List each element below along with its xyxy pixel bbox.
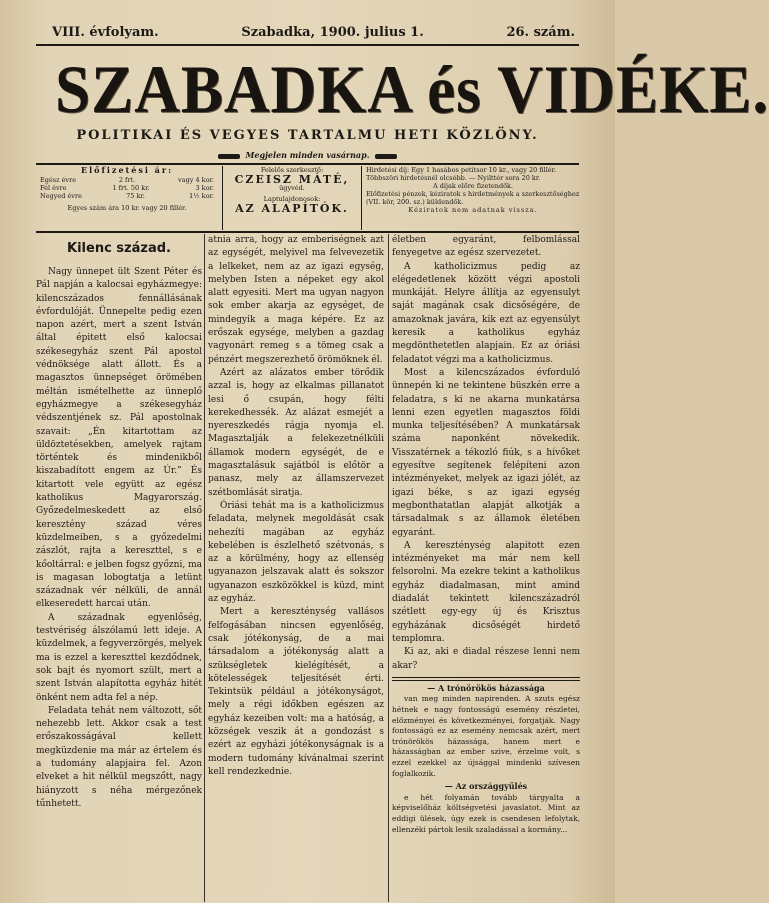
paragraph: Ki az, aki e diadal részese lenni nem akar? [392,647,580,671]
subscription-box [36,166,218,230]
paragraph: Azért az alázatos ember törődik azzal is, hogy az elkalmas pillanatot lesi ő csupán, hogy félti kerekedhessék. Az alázat esmejét a nyereszkedés rágja nyomja el. Magasztalják a felekezetnélküli államok modern egységét, de e magasztalásuk sajátból is előtör a panasz, mely az államszervezet szétbomlását siratja. [208,367,384,498]
subtitle: POLITIKAI ÉS VEGYES TARTALMU HETI KÖZLÖNY. [76,128,539,143]
masthead-title: SZABADKA és VIDÉKE. [55,51,769,127]
issue-header [52,22,575,42]
paragraph: Most a kilencszázados évforduló ünnepén ki ne tekintene büszkén erre a feladatra, s ki ne akarna munkatársa lenni ezen egyetlen magasztos földi munka teljesítésében? A munkatársak száma naponként növekedik. Visszatérnek a tékozló fiúk, s a hívőket egyesítve segítenek felépíteni azon intézményeket, melyek az igazi jólét, az igazi béke, s az igazi egység megbonthatatlan alapját alkotják a társadalmak s az államok életében egyaránt. [392,367,580,538]
article-column-1 [36,234,202,902]
paragraph: életben egyaránt, felbomlással fenyegetve az egész szervezetet. [392,235,580,259]
issue-number: 26. szám. [506,24,575,40]
subscription-row: Fél évre 1 frt. 50 kr. 3 kor. [40,184,214,192]
article-column-2 [208,234,384,902]
ad-line: Kéziratok nem adatnak vissza. [408,206,538,214]
column-separator [204,234,205,902]
subscription-row: Negyed évre 75 kr. 1½ kor. [40,192,214,200]
owners: AZ ALAPÍTÓK. [235,202,349,215]
publishing-frequency [36,150,579,160]
header-rule [36,44,579,46]
ad-line: Előfizetési pénzek, kéziratok s hirdetmények a szerkesztőséghez (VII. kör, 200. sz.) küldendők. [366,190,580,206]
advertising-box [366,166,580,230]
paragraph: Mert a kereszténység vallásos felfogásában nincsen egyenlőség, csak jótékonyság, de a mai társadalom a jótékonyság alatt a szükségletek kielégítését, a kötelességek teljesítését érti. Tekintsük például a jótékonyságot, mely a régi időkben egészen az egyház kezeiben volt: ma a hatóság, a községek veszik át a gondozást s ezért az egyházi jótékonyságnak is a modern tudomány kívánalmai szerint kell rendezkednie. [208,607,384,777]
paragraph: A kereszténység alapitott ezen intézményeket ma már nem kell felsorolni. Ma ezekre tekint a katholikus egyház diadalmasan, mint amind diadalát tekintett kilencszázadról szétlett egy-egy új és Krisztus egyházának dicsőségét hirdető templomra. [392,540,580,644]
paragraph: atnia arra, hogy az emberiségnek azt az egységét, melyivel ma felvevezetik a lelkeket, nem az az igazi egység, melyben Isten a népeket egy akol alatt egyesiti. Mert ma ugyan nagyon sok ember akarja az egységet, de mindegyik a maga képére. Ez az erőszak egysége, melyben a gazdag vagyonárt remeg s a tömeg csak a pénzért megszerezhető örömöknek él. [208,235,384,365]
ad-line: Többszöri hirdetésnél olcsóbb. — Nyilttér sora 20 kr. [366,174,541,182]
editor-label: Felelős szerkesztő: [260,166,324,174]
news-title: — Az országgyűlés [444,781,528,792]
ad-line: A díjak előre fizetendők. [432,182,514,190]
news-body: van meg minden napirenden. A szuts egész hétnek e nagy fontosságú esemény részletei, előzményei és következményei, forgatják. Nagy fontosságú ez az esemény nemcsak azért, mert trónörökös házassága, hanem mert e házasságban az ember szive, érzelme volt, s ezzel ezekkel az újsággal mindenki szívesen foglalkozik. [392,694,580,778]
news-title: — A trónörökös házassága [427,682,545,693]
editor-name: CZEISZ MÁTÉ, [234,173,350,186]
article-title: Kilenc század. [67,241,171,256]
info-rule-bottom [36,231,579,233]
editor-box [222,166,362,230]
owner-label: Laptulajdonosok: [263,195,321,203]
section-divider [392,677,580,681]
subscription-row: Egész évre 2 frt. vagy 4 kor. [40,176,214,184]
volume-number: VIII. évfolyam. [52,24,159,40]
paragraph: Nagy ünnepet ült Szent Péter és Pál napján a kalocsai egyházmegye: kilencszázados fennállásának évfordulóját. Ünnepelte pedig ezen napon azért, mert a szent István által épitett első kalocsai székesegyház szent Pál apostol védnöksége alatt állott. És a magasztos ünnepséget örömében méltán ismételhette az ünneplő egyházmegye a székesegyház védszentjének sz. Pál apostolnak szavait: „Én kitartottam az üldöztetésekben, amelyek rajtam történtek és mindenikből kiszabadított engem az Úr.” És kitartott vele együtt az egész katholikus Magyarország. Győzedelmeskedett az első keresztény század véres küzdelmeiben, s a győzedelmi zászlót, rajta a kereszttel, s e kőoltárral: e jelben fogsz győzni, ma is magasan lobogtatja a letünt századnak vér nélküli, de annál elkeseredett harcai után. [36,267,202,610]
paragraph: Óriási tehát ma is a katholicizmus feladata, melynek megoldását csak nehezíti magában az egyház kebelében is észlelhető szétvonás, s az a körülmény, hogy az ellenség ugyanazon jelszavak alatt és sokszor ugyanazon eszközökkel is küzd, mint az egyház. [208,500,384,605]
paragraph: A katholicizmus pedig az elégedetlenek között végzi apostoli munkáját. Helyre állítja az egyensulyt saját magának csak dicsőségére, de amazoknak javára, kik ezt az egyensúlyt keresik a katholikus egyház megdönthetetlen alapjain. Ez az óriási feladatot végzi ma a katholicizmus. [392,261,580,365]
place-date: Szabadka, 1900. julius 1. [241,24,424,40]
single-issue-price: Egyes szám ára 10 kr. vagy 20 fillér. [67,204,187,212]
news-body: e hét folyamán tovább tárgyalta a képviselőház költségvetési javaslatot. Mint az eddigi ülések, úgy ezek is csendesen lefolytak, ellenzéki pártok lesik szaladással a kormány... [392,792,580,834]
ornament-right-icon [375,154,397,159]
article-column-3 [392,234,580,902]
editor-title: ügyvéd. [279,184,305,192]
ad-line: Hirdetési díj: Egy 1 hasábos petitsor 10 kr., vagy 20 fillér. [366,166,557,174]
ornament-left-icon [218,154,240,159]
paragraph: Feladata tehát nem változott, sőt nehezebb lett. Akkor csak a test erőszakosságával kellett megküzdenie ma már az értelem és a tudomány alapjaira fel. Azon elveket a hit nélkül megszőtt, nagy hiányzott s néha mérgezőnek tűnhetett. [36,705,202,809]
paragraph: A századnak egyenlőség, testvériség álszólamú lett ideje. A küzdelmek, a fegyverzörgés, melyek ma is ezzel a kereszttel kezdődnek, sok bajt és nyomort szült, mert a szent István alapította egyház hitét önként nem adta fel a nép. [36,612,202,703]
subscription-label: Előfizetési ár: [80,165,174,175]
column-separator [388,234,389,902]
publishing-text: Megjelen minden vasárnap. [245,150,370,160]
